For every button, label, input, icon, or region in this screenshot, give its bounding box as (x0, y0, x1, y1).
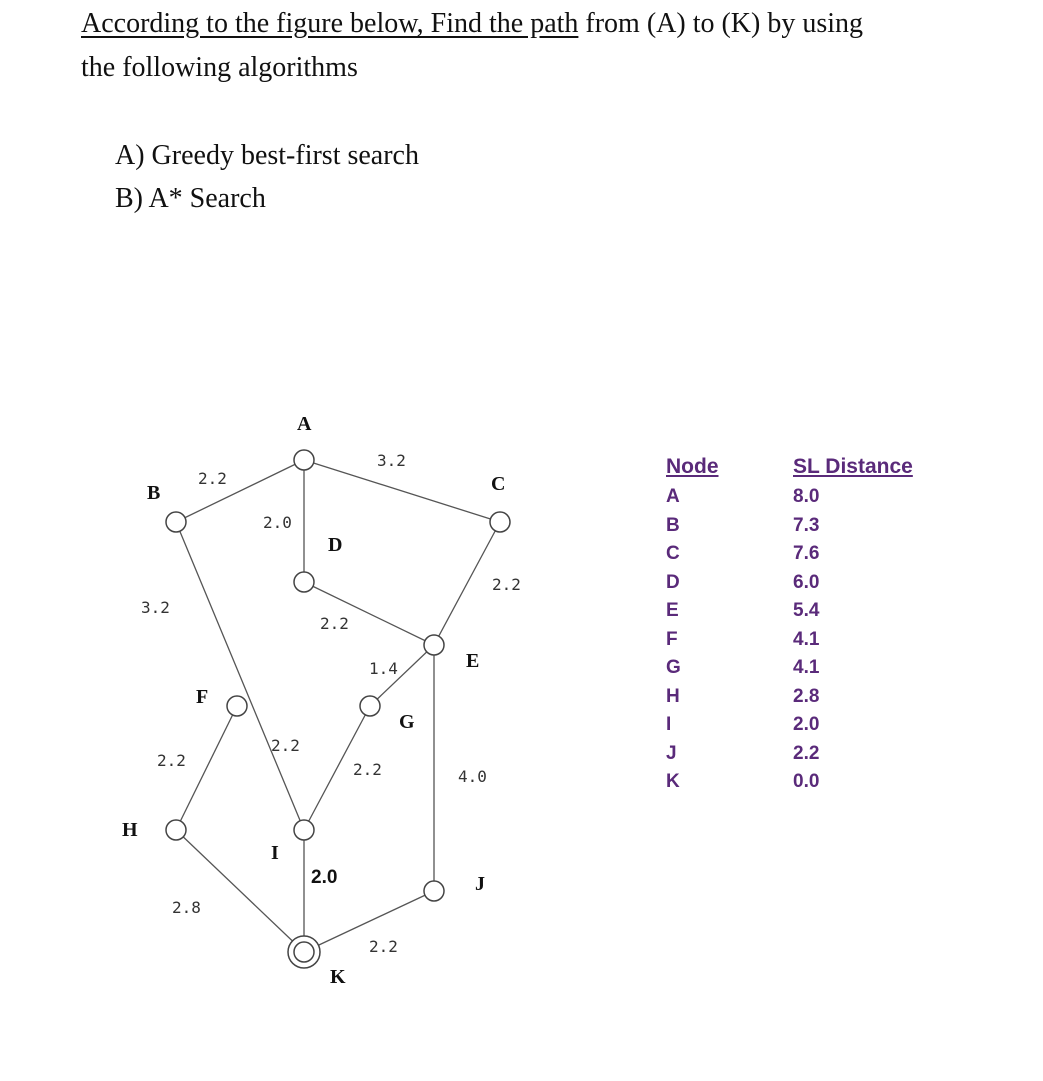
table-cell-distance: 2.0 (793, 714, 820, 735)
option-astar: B) A* Search (115, 183, 266, 214)
table-cell-distance: 0.0 (793, 771, 820, 792)
distance-column (793, 453, 913, 797)
node-header: Node (666, 455, 719, 478)
table-cell-distance: 8.0 (793, 486, 820, 507)
weight-a-d: 2.0 (263, 513, 292, 532)
label-d: D (328, 534, 343, 556)
weight-j-k: 2.2 (369, 937, 398, 956)
edge-h-k (176, 830, 304, 952)
table-cell-distance: 7.3 (793, 514, 820, 536)
graph-nodes (166, 450, 510, 968)
table-cell-node: B (666, 514, 680, 536)
weight-f-i: 2.2 (271, 736, 300, 755)
table-cell-distance: 6.0 (793, 571, 820, 593)
question-line-2: the following algorithms (81, 52, 358, 83)
table-cell-node: A (666, 486, 680, 507)
weight-b-i: 3.2 (141, 598, 170, 617)
node-g (360, 696, 380, 716)
table-cell-distance: 2.8 (793, 685, 820, 707)
edge-b-i (176, 522, 304, 830)
node-e (424, 635, 444, 655)
label-f: F (196, 686, 209, 708)
distance-header: SL Distance (793, 455, 913, 478)
weight-e-j: 4.0 (458, 767, 487, 786)
label-k: K (330, 966, 346, 988)
weight-h-k: 2.8 (172, 898, 201, 917)
option-greedy: A) Greedy best-first search (115, 140, 419, 171)
label-h: H (122, 819, 138, 841)
weight-i-k: 2.0 (311, 867, 338, 888)
node-f (227, 696, 247, 716)
label-c: C (491, 473, 506, 495)
weight-d-e: 2.2 (320, 614, 349, 633)
weight-e-g: 1.4 (369, 659, 398, 678)
table-cell-distance: 7.6 (793, 543, 820, 564)
node-a (294, 450, 314, 470)
node-b (166, 512, 186, 532)
table-cell-node: J (666, 742, 677, 764)
table-cell-node: C (666, 543, 680, 564)
table-cell-node: F (666, 628, 678, 650)
table-cell-node: I (666, 714, 672, 735)
label-i: I (271, 842, 279, 864)
weight-g-i: 2.2 (353, 760, 382, 779)
table-cell-distance: 2.2 (793, 742, 820, 764)
node-d (294, 572, 314, 592)
node-j (424, 881, 444, 901)
node-k (294, 942, 314, 962)
table-cell-node: K (666, 771, 680, 792)
weight-c-e: 2.2 (492, 575, 521, 594)
weight-a-b: 2.2 (198, 469, 227, 488)
table-cell-distance: 4.1 (793, 657, 820, 678)
question-underlined: According to the figure below, Find the path (81, 8, 579, 39)
edge-c-e (434, 522, 500, 645)
question-rest: from (A) to (K) by using (578, 8, 864, 39)
label-j: J (475, 873, 485, 895)
weight-f-h: 2.2 (157, 751, 186, 770)
label-e: E (466, 650, 480, 672)
label-a: A (297, 413, 312, 435)
table-cell-node: D (666, 571, 680, 593)
label-g: G (399, 711, 415, 733)
label-b: B (147, 482, 161, 504)
node-h (166, 820, 186, 840)
table-cell-node: G (666, 657, 681, 678)
node-i (294, 820, 314, 840)
weight-a-c: 3.2 (377, 451, 406, 470)
table-cell-distance: 4.1 (793, 628, 820, 650)
table-cell-distance: 5.4 (793, 600, 820, 621)
node-column (666, 453, 719, 797)
node-c (490, 512, 510, 532)
table-cell-node: H (666, 685, 680, 707)
table-cell-node: E (666, 600, 679, 621)
